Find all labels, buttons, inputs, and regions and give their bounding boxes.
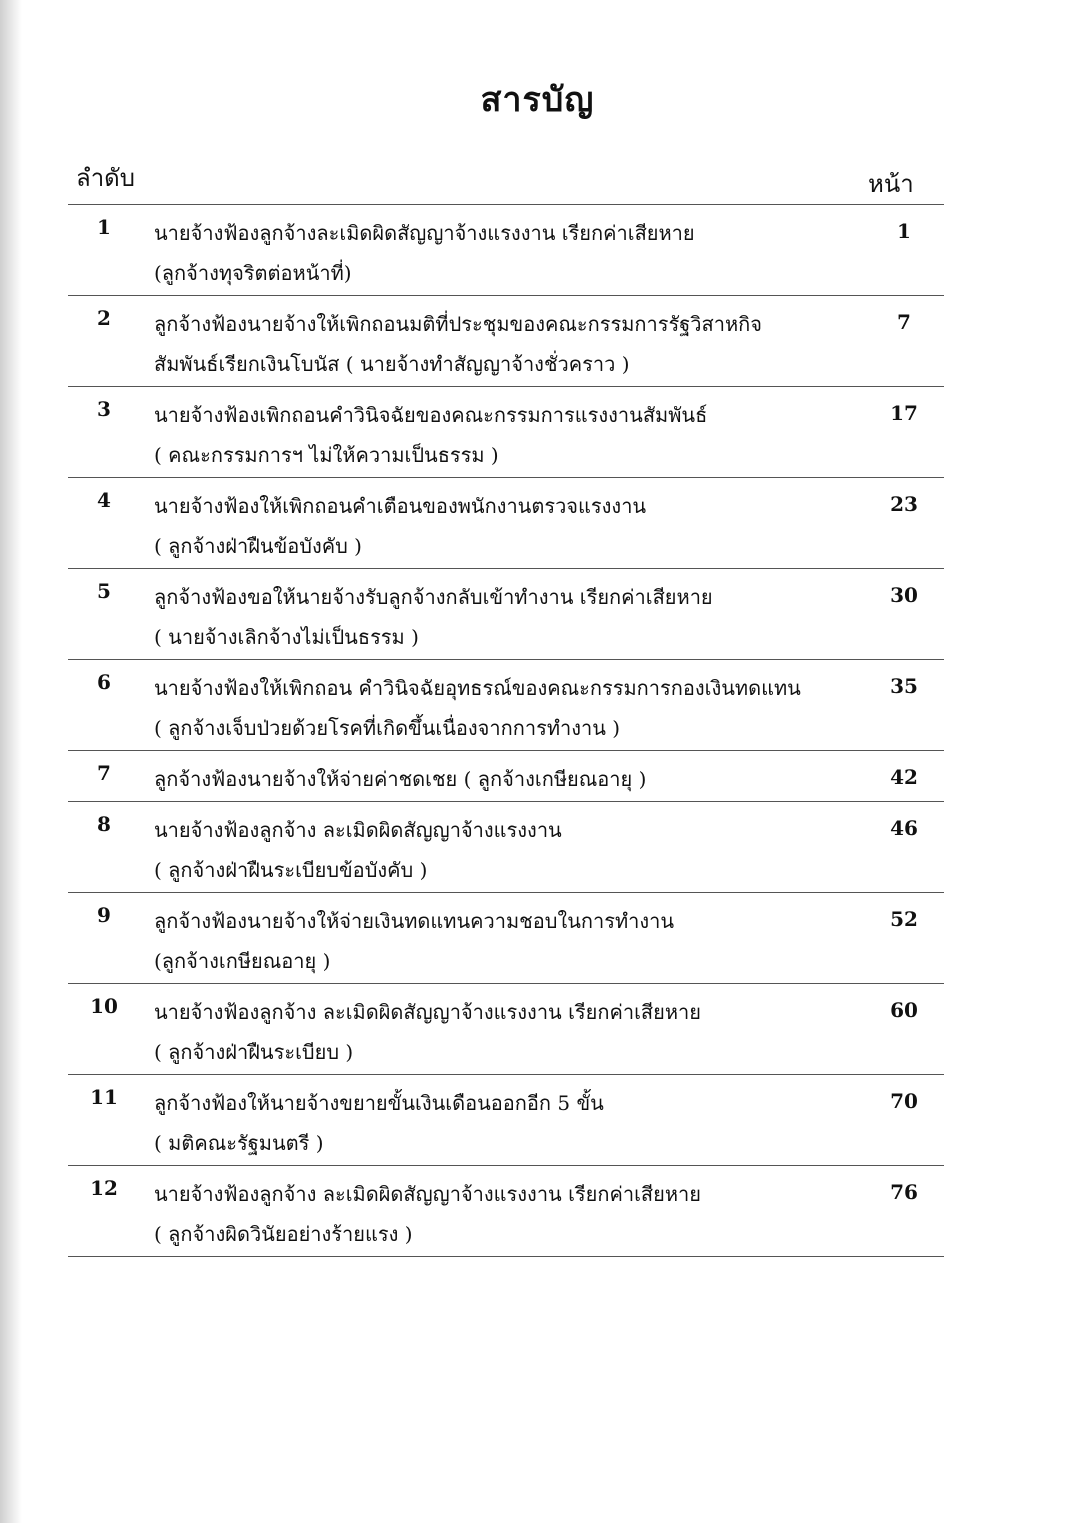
entry-page-number: 23 [890,492,918,516]
entry-page-number: 42 [890,765,918,789]
toc-entry [68,477,944,568]
toc-entry [68,801,944,892]
entry-page-number: 60 [890,998,918,1022]
entry-subtitle: (ลูกจ้างทุจริตต่อหน้าที่) [154,261,352,285]
entry-title: ลูกจ้างฟ้องนายจ้างให้จ่ายค่าชดเชย ( ลูกจ้างเกษียณอายุ ) [154,767,647,791]
entry-title: นายจ้างฟ้องให้เพิกถอน คำวินิจฉัยอุทธรณ์ของคณะกรรมการกองเงินทดแทน [154,676,801,700]
entry-number: 5 [97,579,111,603]
entry-subtitle: ( นายจ้างเลิกจ้างไม่เป็นธรรม ) [154,625,419,649]
entry-page-number: 70 [890,1089,918,1113]
order-column-header: ลำดับ [76,164,136,192]
toc-entry [68,1074,944,1165]
toc-entry [68,983,944,1074]
toc-entry [68,204,944,295]
toc-entry [68,659,944,750]
entry-title: ลูกจ้างฟ้องนายจ้างให้จ่ายเงินทดแทนความชอบในการทำงาน [154,909,675,933]
table-of-contents [68,204,944,1257]
entry-title: นายจ้างฟ้องให้เพิกถอนคำเตือนของพนักงานตรวจแรงงาน [154,494,647,518]
entry-number: 2 [97,306,111,330]
entry-title: นายจ้างฟ้องลูกจ้างละเมิดผิดสัญญาจ้างแรงงาน เรียกค่าเสียหาย [154,221,695,245]
entry-title: ลูกจ้างฟ้องขอให้นายจ้างรับลูกจ้างกลับเข้าทำงาน เรียกค่าเสียหาย [154,585,713,609]
entry-title: นายจ้างฟ้องเพิกถอนคำวินิจฉัยของคณะกรรมการแรงงานสัมพันธ์ [154,403,708,427]
entry-subtitle: ( ลูกจ้างฝ่าฝืนข้อบังคับ ) [154,534,362,558]
toc-entry [68,295,944,386]
entry-title: นายจ้างฟ้องลูกจ้าง ละเมิดผิดสัญญาจ้างแรงงาน [154,818,562,842]
page-title: สารบัญ [480,80,595,120]
entry-number: 6 [97,670,111,694]
entry-number: 11 [90,1085,118,1109]
entry-subtitle: สัมพันธ์เรียกเงินโบนัส ( นายจ้างทำสัญญาจ้างชั่วคราว ) [154,352,630,376]
entry-subtitle: ( ลูกจ้างผิดวินัยอย่างร้ายแรง ) [154,1222,413,1246]
entry-title: นายจ้างฟ้องลูกจ้าง ละเมิดผิดสัญญาจ้างแรงงาน เรียกค่าเสียหาย [154,1182,701,1206]
entry-subtitle: ( ลูกจ้างฝ่าฝืนระเบียบ ) [154,1040,354,1064]
entry-page-number: 17 [890,401,918,425]
toc-entry [68,386,944,477]
entry-subtitle: (ลูกจ้างเกษียณอายุ ) [154,949,331,973]
toc-entry [68,1165,944,1257]
entry-page-number: 35 [890,674,918,698]
toc-entry [68,568,944,659]
entry-subtitle: ( คณะกรรมการฯ ไม่ให้ความเป็นธรรม ) [154,443,499,467]
entry-number: 7 [97,761,111,785]
entry-number: 8 [97,812,111,836]
entry-title: นายจ้างฟ้องลูกจ้าง ละเมิดผิดสัญญาจ้างแรงงาน เรียกค่าเสียหาย [154,1000,701,1024]
entry-number: 10 [90,994,118,1018]
entry-subtitle: ( ลูกจ้างเจ็บป่วยด้วยโรคที่เกิดขึ้นเนื่องจากการทำงาน ) [154,716,621,740]
entry-number: 9 [97,903,111,927]
entry-title: ลูกจ้างฟ้องนายจ้างให้เพิกถอนมติที่ประชุมของคณะกรรมการรัฐวิสาหกิจ [154,312,762,336]
entry-number: 12 [90,1176,118,1200]
entry-page-number: 52 [890,907,918,931]
entry-title: ลูกจ้างฟ้องให้นายจ้างขยายขั้นเงินเดือนออกอีก 5 ขั้น [154,1091,604,1115]
entry-subtitle: ( มติคณะรัฐมนตรี ) [154,1131,324,1155]
toc-entry [68,750,944,801]
entry-page-number: 1 [897,219,911,243]
entry-page-number: 46 [890,816,918,840]
entry-page-number: 30 [890,583,918,607]
entry-page-number: 76 [890,1180,918,1204]
entry-subtitle: ( ลูกจ้างฝ่าฝืนระเบียบข้อบังคับ ) [154,858,428,882]
entry-number: 3 [97,397,111,421]
entry-number: 4 [97,488,111,512]
page-column-header: หน้า [868,170,914,198]
entry-number: 1 [97,215,111,239]
entry-page-number: 7 [897,310,911,334]
toc-entry [68,892,944,983]
